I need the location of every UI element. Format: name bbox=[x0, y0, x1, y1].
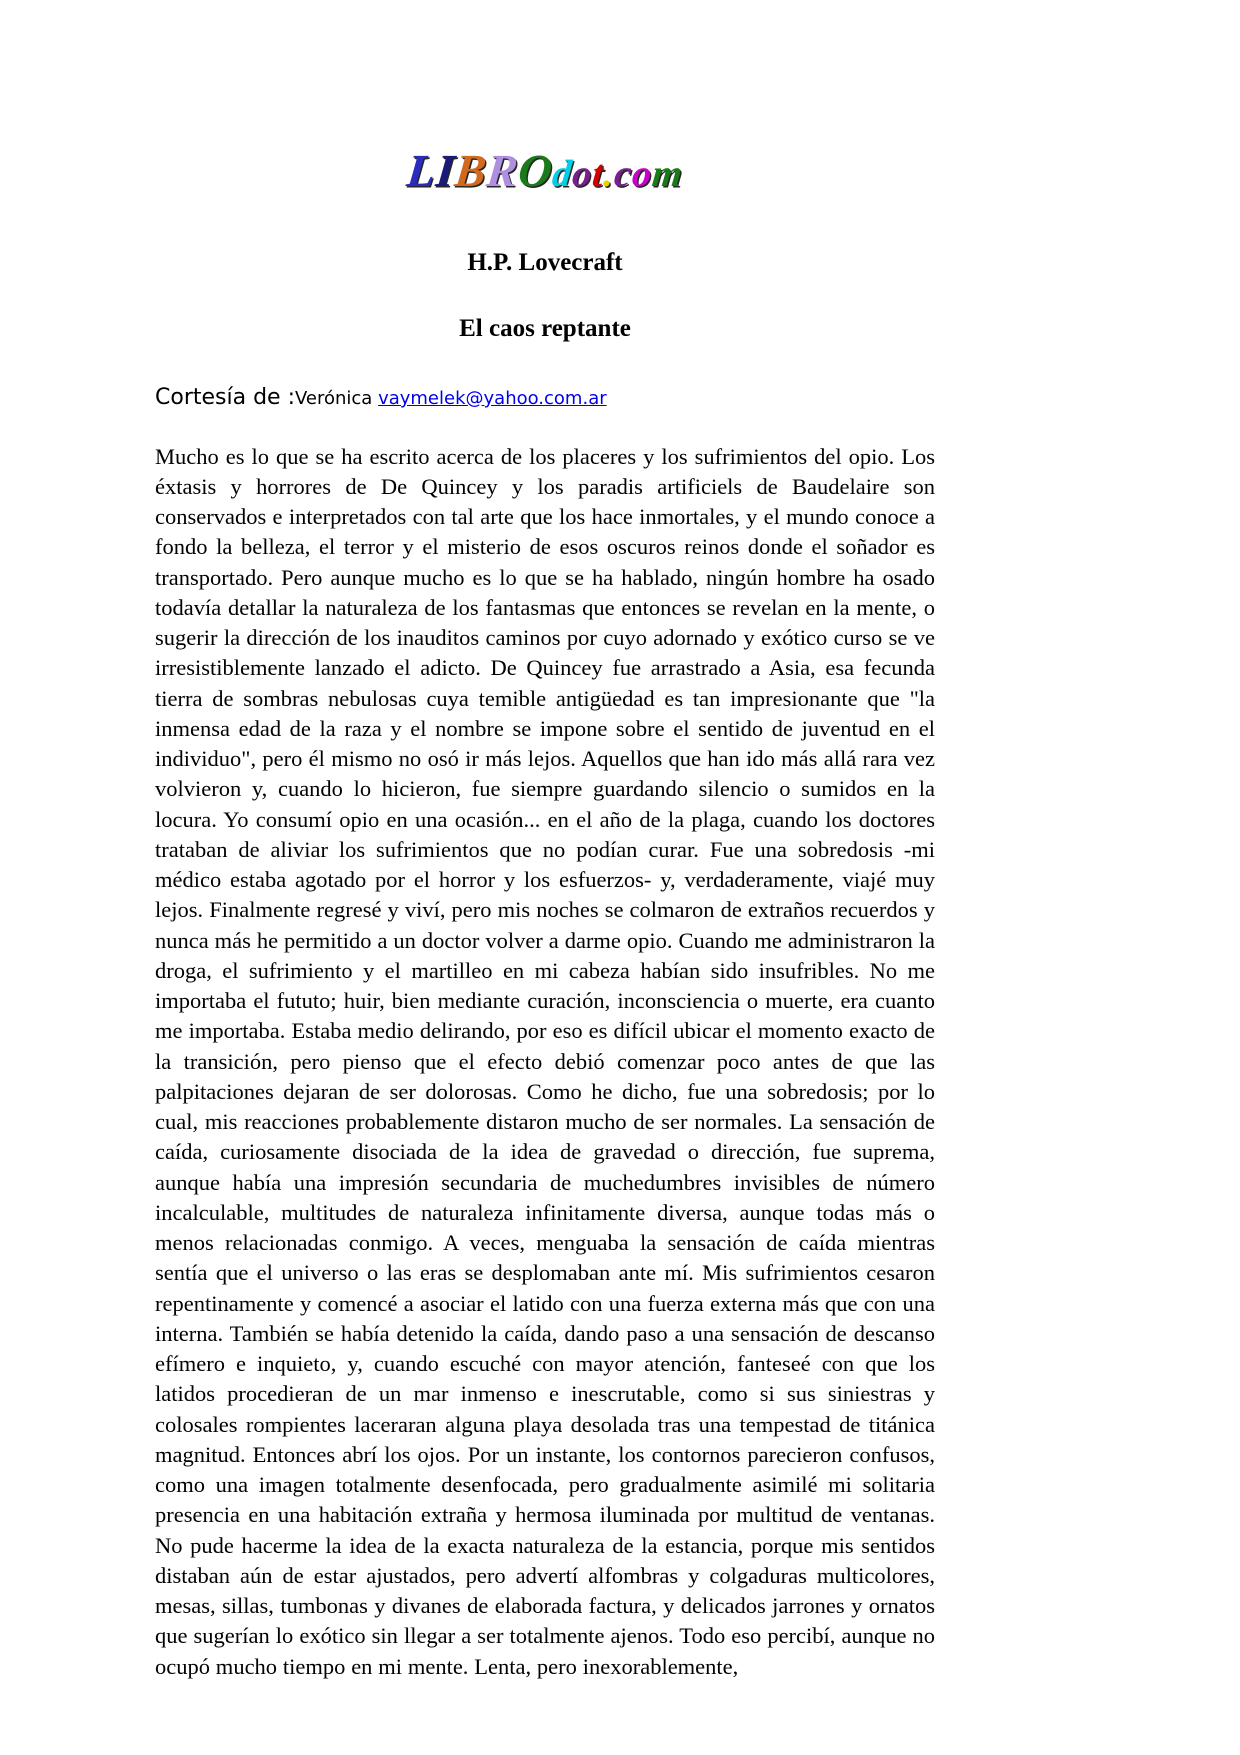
logo-letter: d bbox=[550, 153, 575, 195]
logo-letter: R bbox=[484, 145, 522, 196]
librodot-logo-text bbox=[403, 132, 688, 213]
logo-letter: o bbox=[570, 153, 595, 195]
logo-letter: o bbox=[630, 153, 655, 195]
logo-letter: O bbox=[515, 145, 556, 196]
document-author: H.P. Lovecraft bbox=[467, 249, 623, 276]
logo-letter: . bbox=[601, 153, 617, 195]
logo-letter: I bbox=[433, 145, 458, 196]
logo-letter: B bbox=[452, 145, 490, 196]
courtesy-email-link[interactable]: vaymelek@yahoo.com.ar bbox=[378, 388, 607, 409]
logo-letter: t bbox=[590, 153, 607, 195]
body-paragraph: Mucho es lo que se ha escrito acerca de los placeres y los sufrimientos del opio. Los éxtasis y horrores de De Quincey y los paradis artificiels de Baudelaire son conservados e interpretados con tal arte que los hace inmortales, y el mundo conoce a fondo la belleza, el terror y el misterio de esos oscuros reinos donde el soñador es transportado. Pero aunque mucho es lo que se ha hablado, ningún hombre ha osado todavía detallar la naturaleza de los fantasmas que entonces se revelan en la mente, o sugerir la dirección de los inauditos caminos por cuyo adornado y exótico curso se ve irresistiblemente lanzado el adicto. De Quincey fue arrastrado a Asia, esa fecunda tierra de sombras nebulosas cuya temible antigüedad es tan impresionante que "la inmensa edad de la raza y el nombre se impone sobre el sentido de juventud en el individuo", pero él mismo no osó ir más lejos. Aquellos que han ido más allá rara vez volvieron y, cuando lo hicieron, fue siempre guardando silencio o sumidos en la locura. Yo consumí opio en una ocasión... en el año de la plaga, cuando los doctores trataban de aliviar los sufrimientos que no podían curar. Fue una sobredosis -mi médico estaba agotado por el horror y los esfuerzos- y, verdaderamente, viajé muy lejos. Finalmente regresé y viví, pero mis noches se colmaron de extraños recuerdos y nunca más he permitido a un doctor volver a darme opio. Cuando me administraron la droga, el sufrimiento y el martilleo en mi cabeza habían sido insufribles. No me importaba el fututo; huir, bien mediante curación, inconsciencia o muerte, era cuanto me importaba. Estaba medio delirando, por eso es difícil ubicar el momento exacto de la transición, pero pienso que el efecto debió comenzar poco antes de que las palpitaciones dejaran de ser dolorosas. Como he dicho, fue una sobredosis; por lo cual, mis reacciones probablemente distaron mucho de ser normales. La sensación de caída, curiosamente disociada de la idea de gravedad o dirección, fue suprema, aunque había una impresión secundaria de muchedumbres invisibles de número incalculable, multitudes de naturaleza infinitamente diversa, aunque todas más o menos relacionadas conmigo. A veces, menguaba la sensación de caída mientras sentía que el universo o las eras se desplomaban ante mí. Mis sufrimientos cesaron repentinamente y comencé a asociar el latido con una fuerza externa más que con una interna. También se había detenido la caída, dando paso a una sensación de descanso efímero e inquieto, y, cuando escuché con mayor atención, fanteseé con que los latidos procedieran de un mar inmenso e inescrutable, como si sus siniestras y colosales rompientes laceraran alguna playa desolada tras una tempestad de titánica magnitud. Entonces abrí los ojos. Por un instante, los contornos parecieron confusos, como una imagen totalmente desenfocada, pero gradualmente asimilé mi solitaria presencia en una habitación extraña y hermosa iluminada por multitud de ventanas. No pude hacerme la idea de la exacta naturaleza de la estancia, porque mis sentidos distaban aún de estar ajustados, pero advertí alfombras y colgaduras multicolores, mesas, sillas, tumbonas y divanes de elaborada factura, y delicados jarrones y ornatos que sugerían lo exótico sin llegar a ser totalmente ajenos. Todo eso percibí, aunque no ocupó mucho tiempo en mi mente. Lenta, pero inexorablemente, bbox=[155, 443, 935, 1679]
courtesy-line bbox=[155, 384, 935, 412]
librodot-logo[interactable] bbox=[155, 132, 935, 210]
logo-letter: m bbox=[650, 153, 686, 195]
page-content bbox=[155, 0, 935, 1682]
document-title: El caos reptante bbox=[459, 315, 631, 342]
logo-letter: L bbox=[404, 145, 439, 196]
logo-letter: c bbox=[612, 153, 635, 195]
courtesy-label: Cortesía de : bbox=[155, 385, 295, 410]
courtesy-person-name: Verónica bbox=[294, 388, 379, 409]
